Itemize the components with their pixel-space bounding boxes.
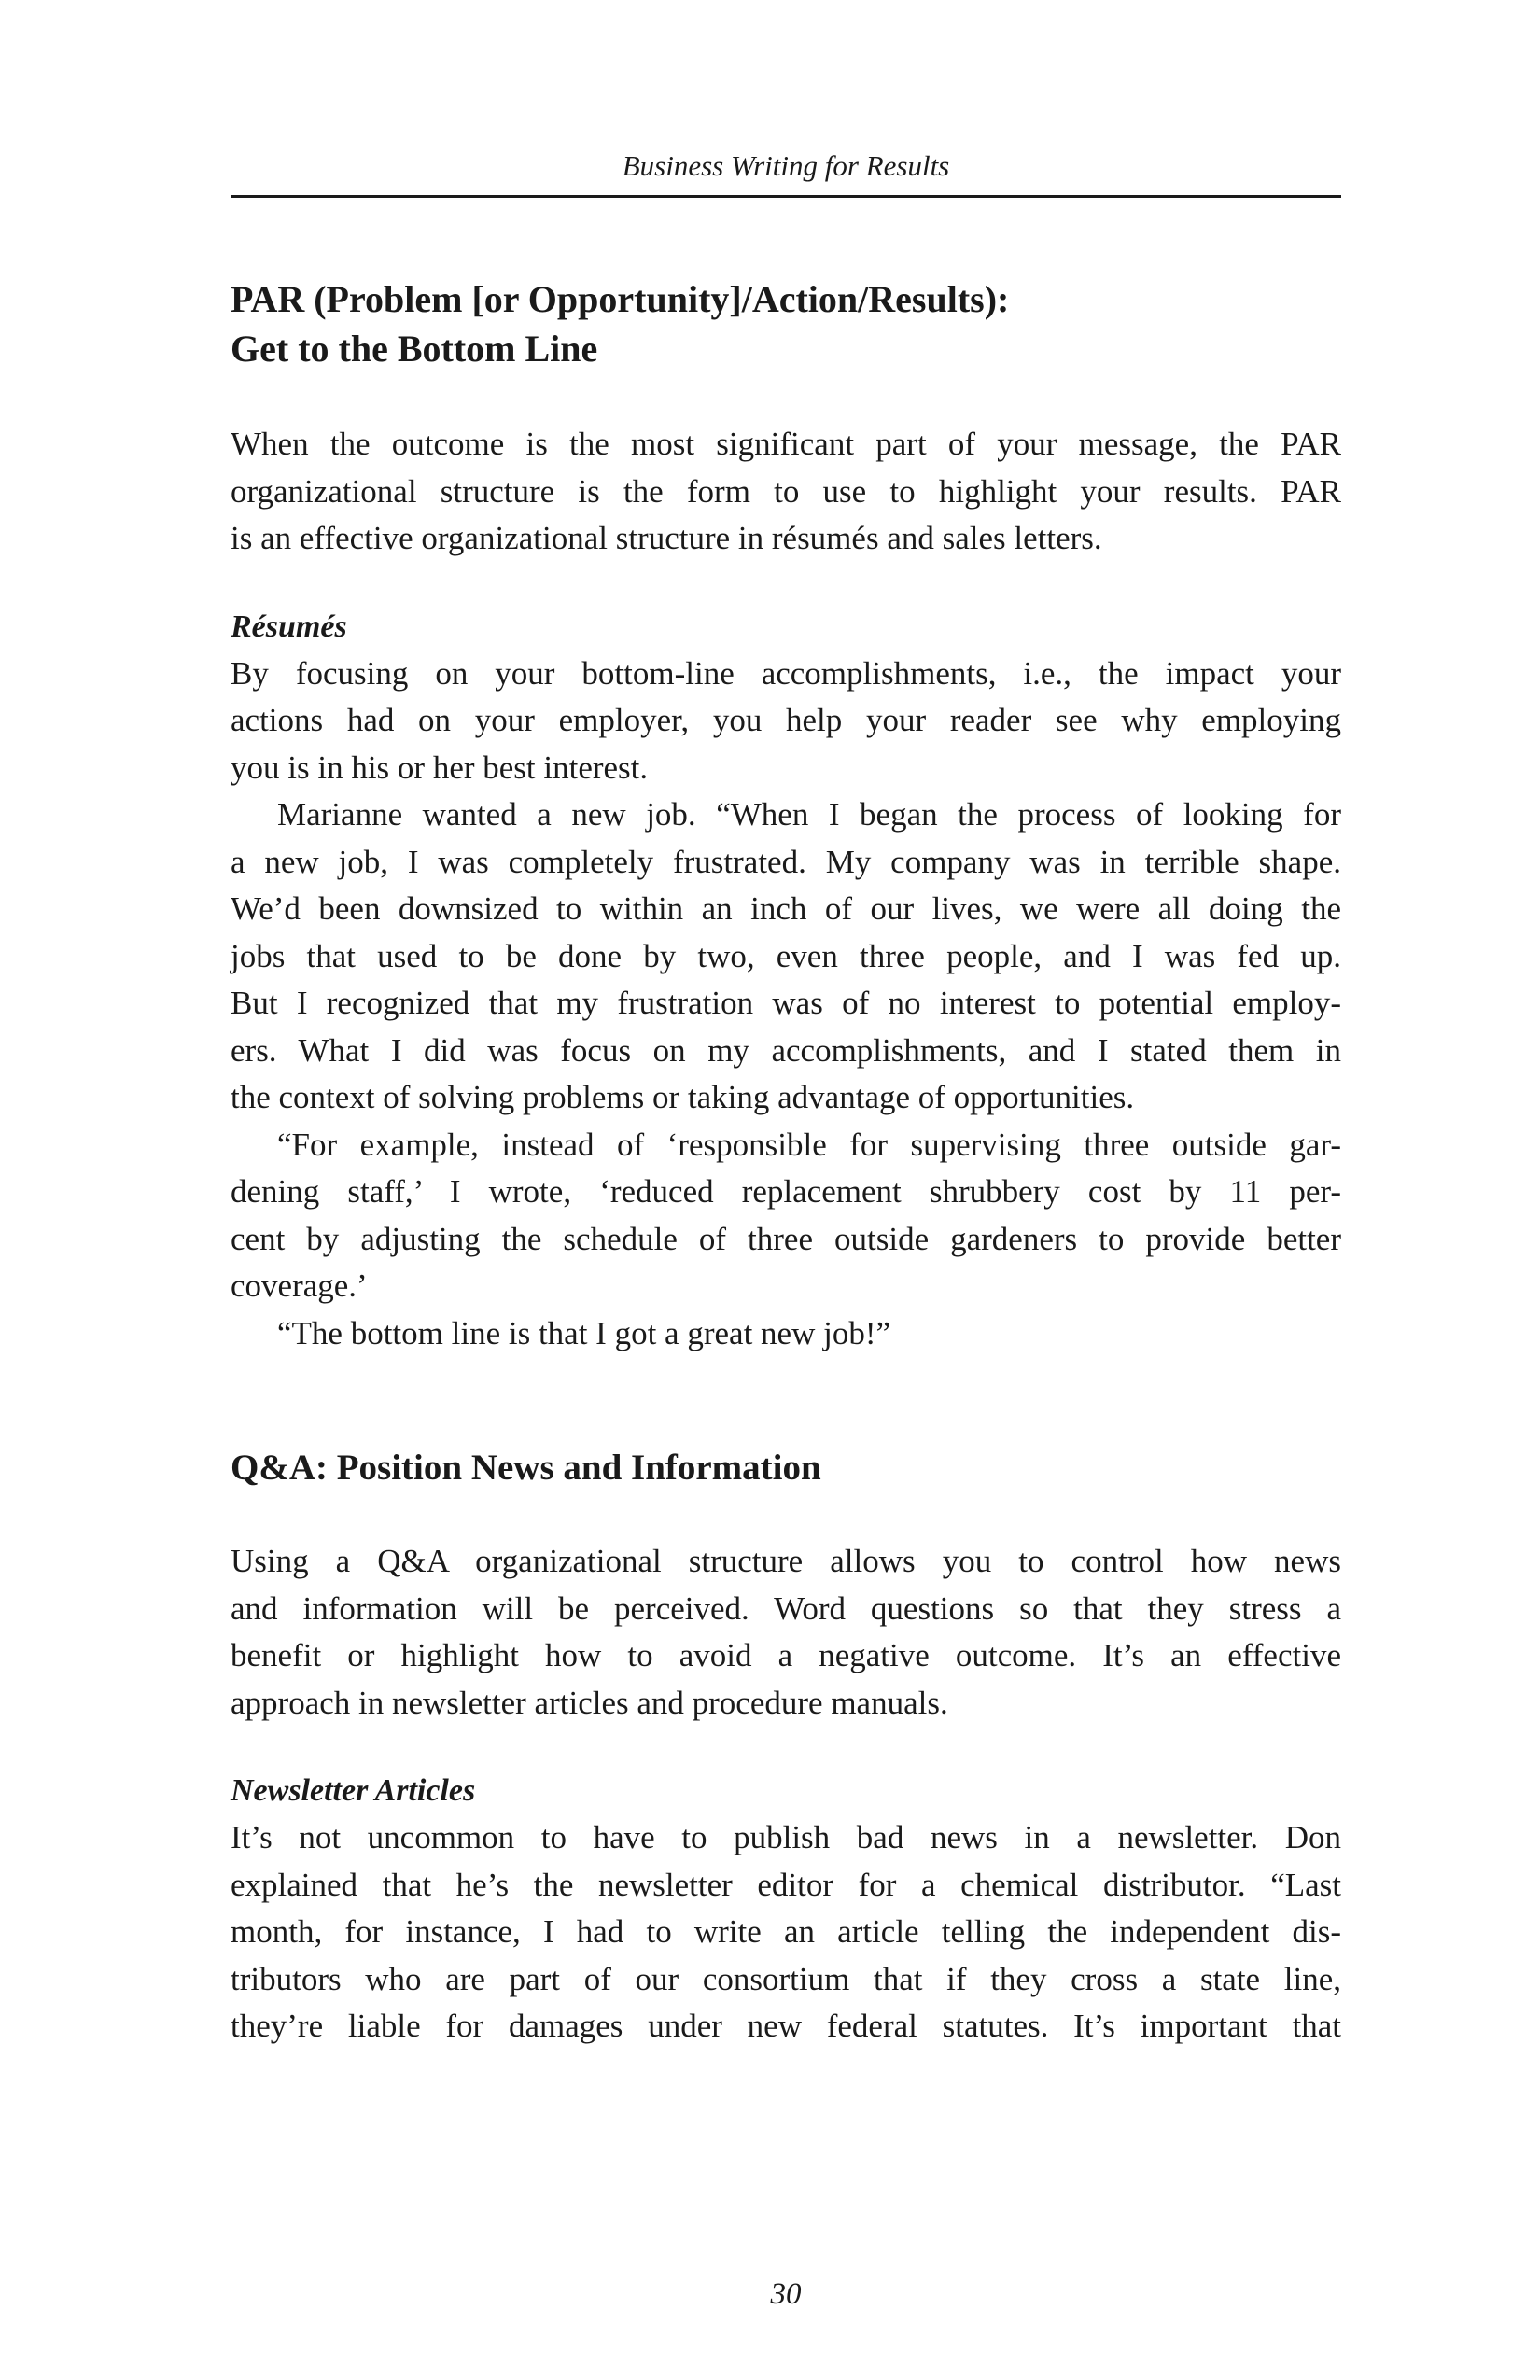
text-line: actions had on your employer, you help your reader see why employing bbox=[231, 702, 1341, 738]
text-line: month, for instance, I had to write an article telling the independent dis- bbox=[231, 1913, 1341, 1950]
section-title-par bbox=[231, 274, 1341, 373]
section-title-line: Get to the Bottom Line bbox=[231, 328, 598, 370]
text-line: It’s not uncommon to have to publish bad news in a newsletter. Don bbox=[231, 1819, 1341, 1855]
text-line: By focusing on your bottom-line accomplishments, i.e., the impact your bbox=[231, 654, 1341, 692]
text-line: jobs that used to be done by two, even three people, and I was fed up. bbox=[231, 937, 1341, 974]
resumes-paragraph-3 bbox=[231, 1122, 1341, 1310]
text-line: Marianne wanted a new job. “When I began the process of looking for bbox=[277, 796, 1341, 833]
resumes-paragraph-2 bbox=[231, 791, 1341, 1122]
text-line: a new job, I was completely frustrated. My company was in terrible shape. bbox=[231, 843, 1341, 880]
resumes-paragraph-1 bbox=[231, 651, 1341, 792]
resumes-paragraph-4 bbox=[231, 1310, 1341, 1358]
text-line: But I recognized that my frustration was of no interest to potential employ- bbox=[231, 985, 1341, 1021]
text-line: approach in newsletter articles and procedure manuals. bbox=[231, 1684, 948, 1721]
text-line: the context of solving problems or taking advantage of opportunities. bbox=[231, 1079, 1135, 1115]
text-line: tributors who are part of our consortium that if they cross a state line, bbox=[231, 1960, 1341, 1997]
newsletter-paragraph-1 bbox=[231, 1814, 1341, 2051]
text-line: “The bottom line is that I got a great new job!” bbox=[277, 1314, 891, 1351]
text-line: We’d been downsized to within an inch of our lives, we were all doing the bbox=[231, 890, 1341, 927]
text-line: organizational structure is the form to use to highlight your results. PAR bbox=[231, 472, 1341, 510]
text-line: dening staff,’ I wrote, ‘reduced replacement shrubbery cost by 11 per- bbox=[231, 1173, 1341, 1210]
text-line: explained that he’s the newsletter editor for a chemical distributor. “Last bbox=[231, 1866, 1341, 1903]
text-line: cent by adjusting the schedule of three outside gardeners to provide better bbox=[231, 1220, 1341, 1257]
header-rule bbox=[231, 195, 1341, 198]
running-head: Business Writing for Results bbox=[622, 149, 950, 182]
subsection-title-newsletter: Newsletter Articles bbox=[231, 1773, 476, 1808]
qa-intro-paragraph bbox=[231, 1538, 1341, 1727]
text-line: coverage.’ bbox=[231, 1267, 368, 1304]
page-number: 30 bbox=[770, 2277, 802, 2311]
text-line: “For example, instead of ‘responsible for supervising three outside gar- bbox=[277, 1126, 1341, 1163]
text-line: they’re liable for damages under new federal statutes. It’s important that bbox=[231, 2008, 1341, 2044]
par-intro-paragraph bbox=[231, 421, 1341, 563]
text-line: Using a Q&A organizational structure allows you to control how news bbox=[231, 1543, 1341, 1579]
subsection-title-resumes: Résumés bbox=[231, 609, 347, 644]
text-line: is an effective organizational structure in résumés and sales letters. bbox=[231, 520, 1102, 556]
section-title-qa: Q&A: Position News and Information bbox=[231, 1448, 821, 1488]
text-line: benefit or highlight how to avoid a negative outcome. It’s an effective bbox=[231, 1637, 1341, 1673]
text-line: When the outcome is the most significant part of your message, the PAR bbox=[231, 426, 1341, 462]
text-line: you is in his or her best interest. bbox=[231, 749, 649, 786]
book-page bbox=[231, 140, 1341, 2343]
section-title-line: PAR (Problem [or Opportunity]/Action/Results): bbox=[231, 278, 1010, 320]
text-line: ers. What I did was focus on my accomplishments, and I stated them in bbox=[231, 1031, 1341, 1069]
text-line: and information will be perceived. Word questions so that they stress a bbox=[231, 1589, 1341, 1627]
